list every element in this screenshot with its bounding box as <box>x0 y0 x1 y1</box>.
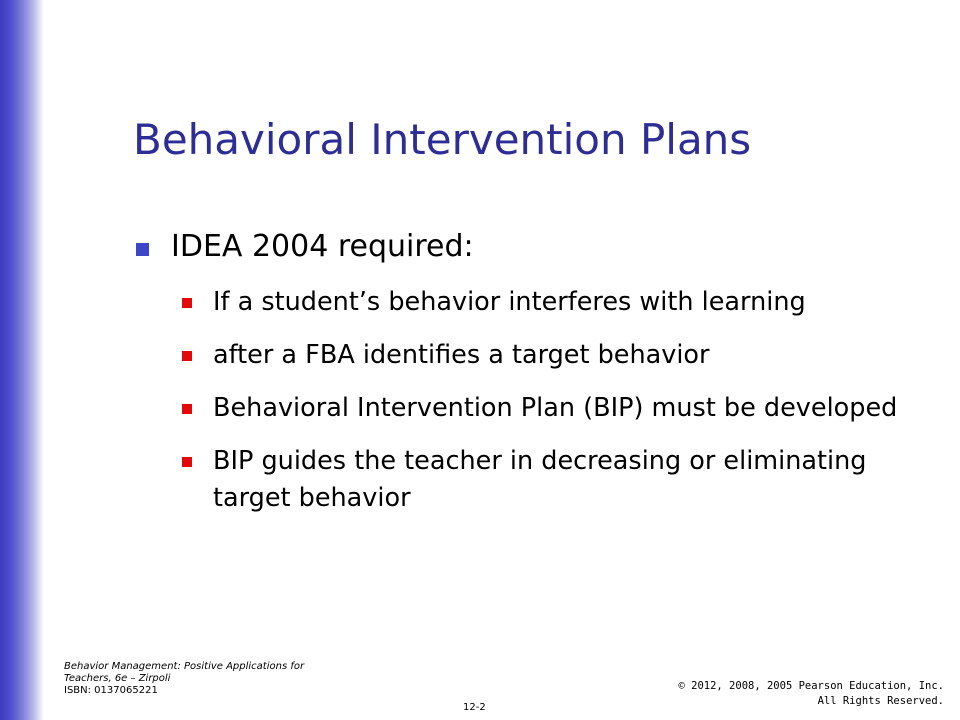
sub-bullet-list <box>182 284 922 533</box>
square-bullet-icon <box>182 298 192 308</box>
main-bullet-text: IDEA 2004 required: <box>171 229 474 264</box>
sub-bullet-text: after a FBA identifies a target behavior <box>213 340 710 370</box>
footer-book-info <box>64 661 354 697</box>
copyright-line-2: All Rights Reserved. <box>817 695 944 707</box>
footer-page-number: 12-2 <box>463 702 486 713</box>
sub-bullet-text: Behavioral Intervention Plan (BIP) must be developed <box>213 393 898 423</box>
square-bullet-icon <box>182 351 192 361</box>
sub-bullet-text: If a student’s behavior interferes with learning <box>213 287 806 317</box>
sub-bullet-text: BIP guides the teacher in decreasing or eliminating target behavior <box>213 446 867 513</box>
square-bullet-icon <box>182 404 192 414</box>
sub-bullet-item <box>182 390 922 427</box>
slide-title: Behavioral Intervention Plans <box>133 115 752 164</box>
copyright-line-1: © 2012, 2008, 2005 Pearson Education, Inc. <box>678 680 944 692</box>
sub-bullet-item <box>182 284 922 321</box>
left-decorative-band <box>0 0 44 720</box>
footer-isbn: ISBN: 0137065221 <box>64 685 158 696</box>
sub-bullet-item <box>182 443 922 517</box>
footer-book-title: Behavior Management: Positive Applications for Teachers, 6e – Zirpoli <box>64 661 305 684</box>
square-bullet-icon <box>182 457 192 467</box>
square-bullet-icon <box>136 243 149 256</box>
footer-copyright <box>678 679 944 709</box>
sub-bullet-item <box>182 337 922 374</box>
